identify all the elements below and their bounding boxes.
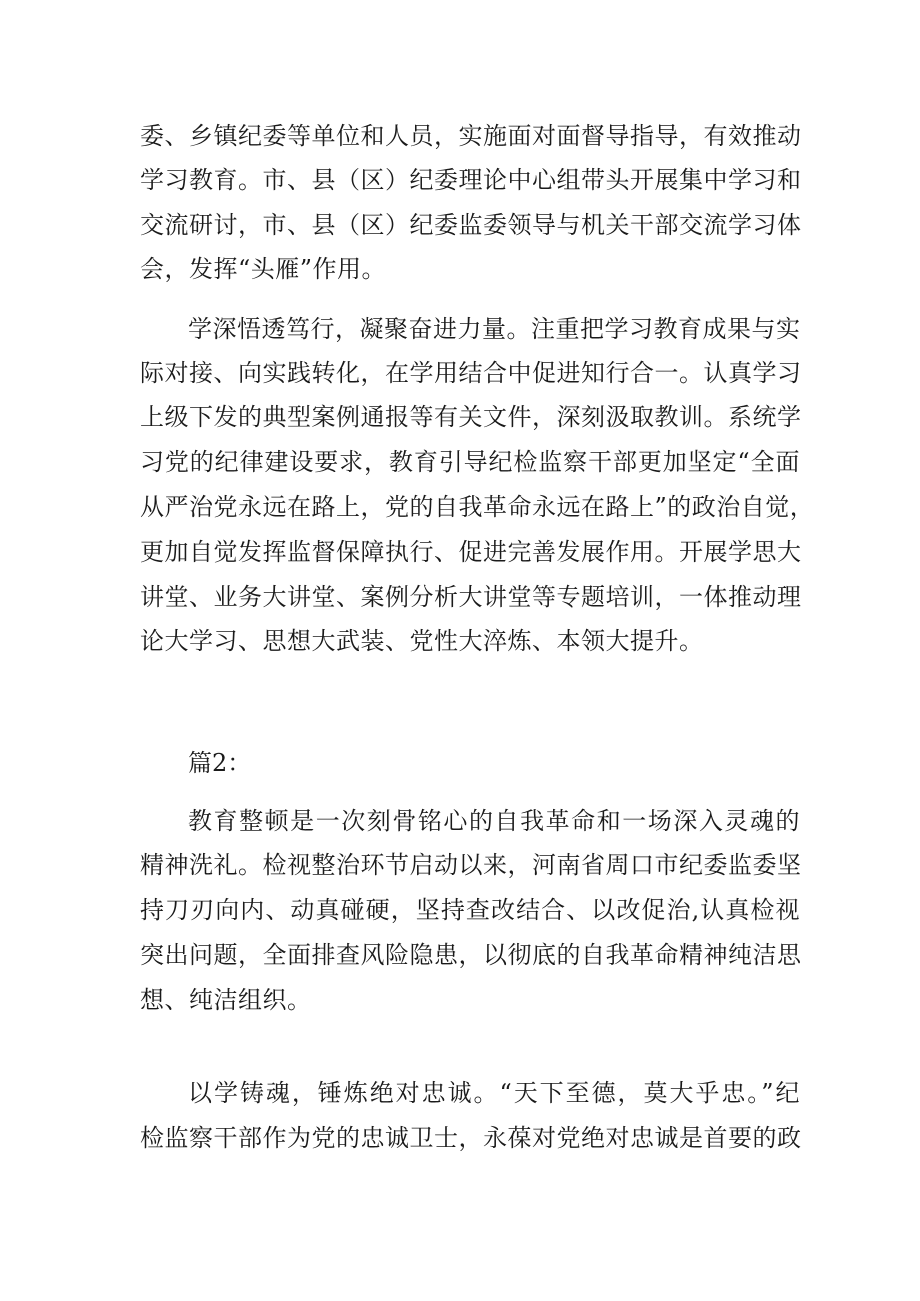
paragraph-2-line-1: 学深悟透笃行，凝聚奋进力量。注重把学习教育成果与实 bbox=[188, 315, 801, 343]
paragraph-3-line-2: 精神洗礼。检视整治环节启动以来，河南省周口市纪委监委坚 bbox=[140, 851, 802, 879]
paragraph-1-line-1: 委、乡镇纪委等单位和人员，实施面对面督导指导，有效推动 bbox=[140, 122, 802, 150]
paragraph-2-line-3: 上级下发的典型案例通报等有关文件，深刻汲取教训。系统学 bbox=[140, 403, 802, 431]
paragraph-2-line-2: 际对接、向实践转化，在学用结合中促进知行合一。认真学习 bbox=[140, 359, 802, 387]
paragraph-2-line-4: 习党的纪律建设要求，教育引导纪检监察干部更加坚定“全面 bbox=[140, 448, 800, 476]
paragraph-2-line-7: 讲堂、业务大讲堂、案例分析大讲堂等专题培训，一体推动理 bbox=[140, 583, 802, 611]
paragraph-1-line-2: 学习教育。市、县（区）纪委理论中心组带头开展集中学习和 bbox=[140, 166, 802, 194]
paragraph-2-line-5: 从严治党永远在路上，党的自我革命永远在路上”的政治自觉， bbox=[140, 493, 815, 521]
paragraph-3-line-5: 想、纯洁组织。 bbox=[140, 986, 312, 1014]
paragraph-4-line-2: 检监察干部作为党的忠诚卫士，永葆对党绝对忠诚是首要的政 bbox=[140, 1124, 802, 1152]
paragraph-3-line-4: 突出问题，全面排查风险隐患，以彻底的自我革命精神纯洁思 bbox=[140, 941, 802, 969]
paragraph-1-line-4: 会，发挥“头雁”作用。 bbox=[140, 255, 387, 283]
paragraph-3-line-3: 持刀刃向内、动真碰硬，坚持查改结合、以改促治,认真检视 bbox=[140, 896, 800, 924]
paragraph-4-line-1: 以学铸魂，锤炼绝对忠诚。“天下至德，莫大乎忠。”纪 bbox=[188, 1079, 800, 1107]
paragraph-2-line-8: 论大学习、思想大武装、党性大淬炼、本领大提升。 bbox=[140, 627, 704, 655]
paragraph-1-line-3: 交流研讨，市、县（区）纪委监委领导与机关干部交流学习体 bbox=[140, 211, 802, 239]
section-heading: 篇2： bbox=[188, 749, 252, 777]
paragraph-3-line-1: 教育整顿是一次刻骨铭心的自我革命和一场深入灵魂的 bbox=[188, 807, 800, 835]
paragraph-2-line-6: 更加自觉发挥监督保障执行、促进完善发展作用。开展学思大 bbox=[140, 538, 802, 566]
